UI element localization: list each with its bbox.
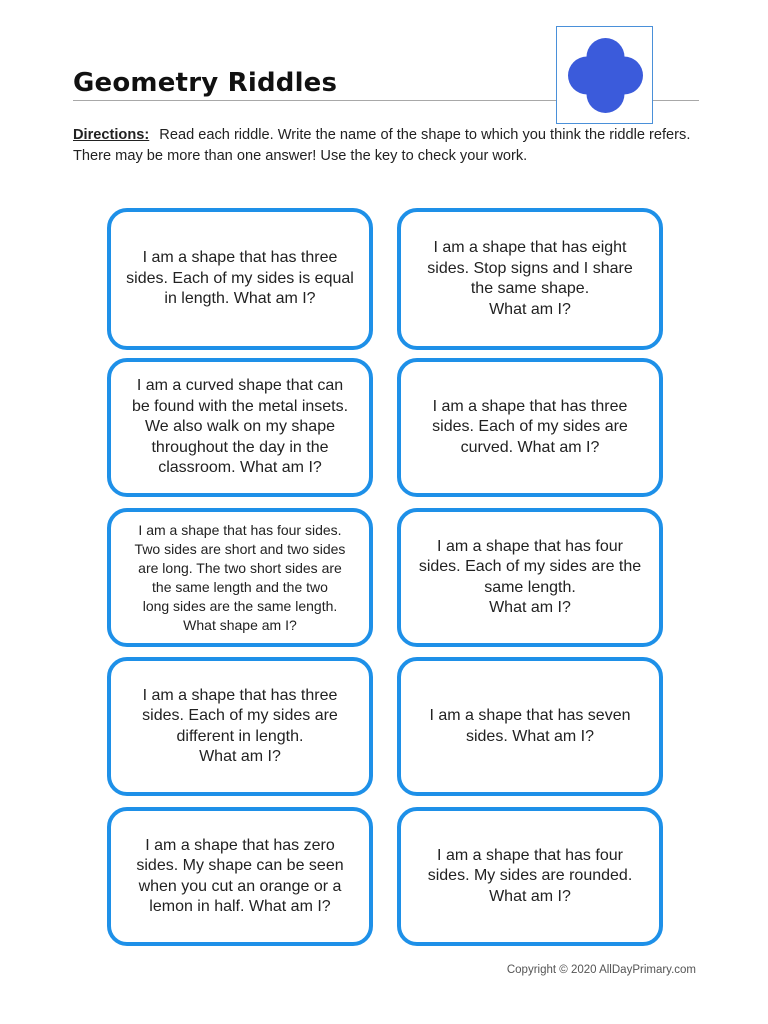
copyright-notice: Copyright © 2020 AllDayPrimary.com <box>506 964 696 976</box>
directions-text: Read each riddle. Write the name of the shape to which you think the riddle refers. There may be more than one answer! Use the key to check your work. <box>73 127 691 164</box>
page-title: Geometry Riddles <box>73 68 338 98</box>
riddle-card: I am a shape that has zero sides. My shape can be seen when you cut an orange or a lemon in half. What am I? <box>107 807 373 946</box>
riddle-card: I am a shape that has four sides. Each of my sides are the same length. What am I? <box>397 508 663 647</box>
riddle-card: I am a shape that has three sides. Each of my sides is equal in length. What am I? <box>107 208 373 350</box>
riddle-card: I am a shape that has seven sides. What am I? <box>397 657 663 796</box>
directions <box>73 125 703 167</box>
riddle-card: I am a shape that has three sides. Each of my sides are curved. What am I? <box>397 358 663 497</box>
directions-label: Directions: <box>73 127 150 143</box>
riddle-card: I am a shape that has four sides. My sides are rounded. What am I? <box>397 807 663 946</box>
quatrefoil-icon <box>568 38 643 113</box>
logo-frame <box>556 26 653 124</box>
riddle-card: I am a shape that has four sides. Two sides are short and two sides are long. The two short sides are the same length and the two long sides are the same length. What shape am I? <box>107 508 373 647</box>
riddle-card: I am a shape that has three sides. Each of my sides are different in length. What am I? <box>107 657 373 796</box>
riddle-card: I am a shape that has eight sides. Stop signs and I share the same shape. What am I? <box>397 208 663 350</box>
riddle-card: I am a curved shape that can be found with the metal insets. We also walk on my shape throughout the day in the classroom. What am I? <box>107 358 373 497</box>
